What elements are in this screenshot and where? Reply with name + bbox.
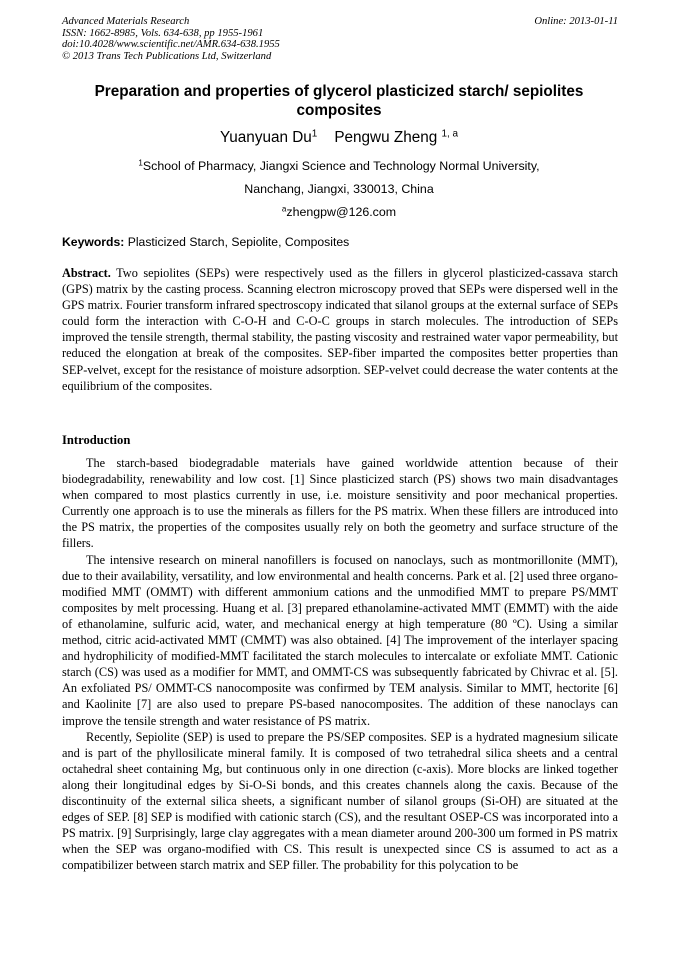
paper-title: Preparation and properties of glycerol plasticized starch/ sepiolites composites: [94, 83, 584, 119]
abstract: [62, 265, 618, 394]
article-doi[interactable]: doi:10.4028/www.scientific.net/AMR.634-638.1955: [62, 39, 280, 51]
author-name: Yuanyuan Du: [219, 129, 312, 146]
abstract-text: Two sepiolites (SEPs) were respectively used as the fillers in glycerol plasticized-cassava starch (GPS) matrix by the casting process. Scanning electron microscopy proved that SEPs were dispersed well in the GPS matrix. Fourier transform infrared spectroscopy indicated that silanol groups at the external surface of SEPs could form the interaction with C-O-H and C-O-C groups in starch molecules. The introduction of SEPs improved the tensile strength, thermal stability, the pasting viscosity and restrained water vapor permeability, but reduced the elongation at break of the composites. SEP-fiber imparted the composites better properties than SEP-velvet, except for the resistance of moisture adsorption. SEP-velvet could decrease the water contents at the equilibrium of the composites.: [62, 266, 618, 393]
keywords-line: [62, 234, 618, 250]
author-name: Pengwu Zheng: [334, 129, 438, 146]
affiliation-mark: 1: [138, 158, 143, 168]
keywords-text: Plasticized Starch, Sepiolite, Composites: [127, 235, 350, 249]
abstract-label: Abstract.: [62, 266, 111, 280]
keywords-label: Keywords:: [62, 235, 125, 249]
introduction-body: [62, 455, 618, 873]
author-email[interactable]: zhengpw@126.com: [286, 205, 397, 219]
author-affiliation-mark: 1: [311, 128, 318, 140]
email-mark: a: [281, 204, 287, 214]
affiliation-line: $^1$School of Pharmacy, Jiangxi Science and Technology Normal University,: [138, 158, 540, 173]
body-paragraph: The intensive research on mineral nanofillers is focused on nanoclays, such as montmorillonite (MMT), due to their availability, versatility, and low environmental and health concerns. Park et al. [2] used three organo-modified MMT (OMMT) with different ammonium cations and the unmodified MMT to prepare PS/MMT composites by melt processing. Huang et al. [3] prepared ethanolamine-activated MMT (EMMT) with the aide of ethanolamine, sulfuric acid, water, and mechanical energy at high temperature (80 ºC). Using a similar method, citric acid-activated MMT (CMMT) was also obtained. [4] The improvement of the interlayer spacing and hydrophilicity of modified-MMT facilitated the starch molecules to intercalate or exfoliate MMT. Cationic starch (CS) was used as a modifier for MMT, and OMMT-CS was subsequently fabricated by Chivrac et al. [5]. An exfoliated PS/ OMMT-CS nanocomposite was confirmed by TEM analysis. Similar to MMT, hectorite [6] and Kaolinite [7] are also used to prepare PS-based nanocomposites. The addition of these nanoclays can improve the tensile strength and water resistance of PS matrix.: [62, 552, 618, 728]
journal-name: Advanced Materials Research: [62, 16, 190, 27]
author-list: [60, 128, 618, 148]
body-paragraph: The starch-based biodegradable materials have gained worldwide attention because of their biodegradability, renewability and low cost. [1] Since plasticized starch (PS) shows two main disadvantages when compared to most plastics currently in use, i.e. moisture sensitivity and poor mechanical properties. Currently one approach is to use the minerals as fillers for the PS matrix. When these fillers are introduced into the PS matrix, the properties of the composites usually rely on both the geometry and surface structure of the fillers.: [62, 456, 618, 551]
author-affiliation-mark: 1, a: [441, 128, 459, 140]
journal-issn: ISSN: 1662-8985, Vols. 634-638, pp 1955-1961: [62, 27, 264, 39]
body-paragraph: Recently, Sepiolite (SEP) is used to prepare the PS/SEP composites. SEP is a hydrated magnesium silicate and is part of the phyllosilicate mineral family. It is composed of two tetrahedral silica sheets and a central octahedral sheet containing Mg, but continuous only in one direction (c-axis). More blocks are linked together along their longitudinal edges by Si-O-Si bonds, and this creates channels along the caxis. Because of the discontinuity of the external silica sheets, a significant number of silanol groups (Si-OH) are situated at the edges of SEP. [8] SEP is modified with cationic starch (CS), and the resultant OSEP-CS was incorporated into a PS matrix. [9] Surprisingly, large clay aggregates with a mean diameter around 200-300 um formed in PS matrix when the SEP was organo-modified with CS. This result is unexpected since CS is assumed to act as a compatibilizer between starch matrix and SEP filler. The probability for this polycation to be: [62, 729, 618, 873]
copyright-line: © 2013 Trans Tech Publications Ltd, Switzerland: [62, 50, 272, 62]
journal-header: [62, 16, 618, 62]
affiliation-block: [60, 155, 618, 224]
author-email-line: [60, 201, 618, 224]
online-date: Online: 2013-01-11: [534, 16, 618, 27]
affiliation-address: Nanchang, Jiangxi, 330013, China: [244, 182, 434, 196]
section-heading-introduction: Introduction: [62, 433, 131, 447]
